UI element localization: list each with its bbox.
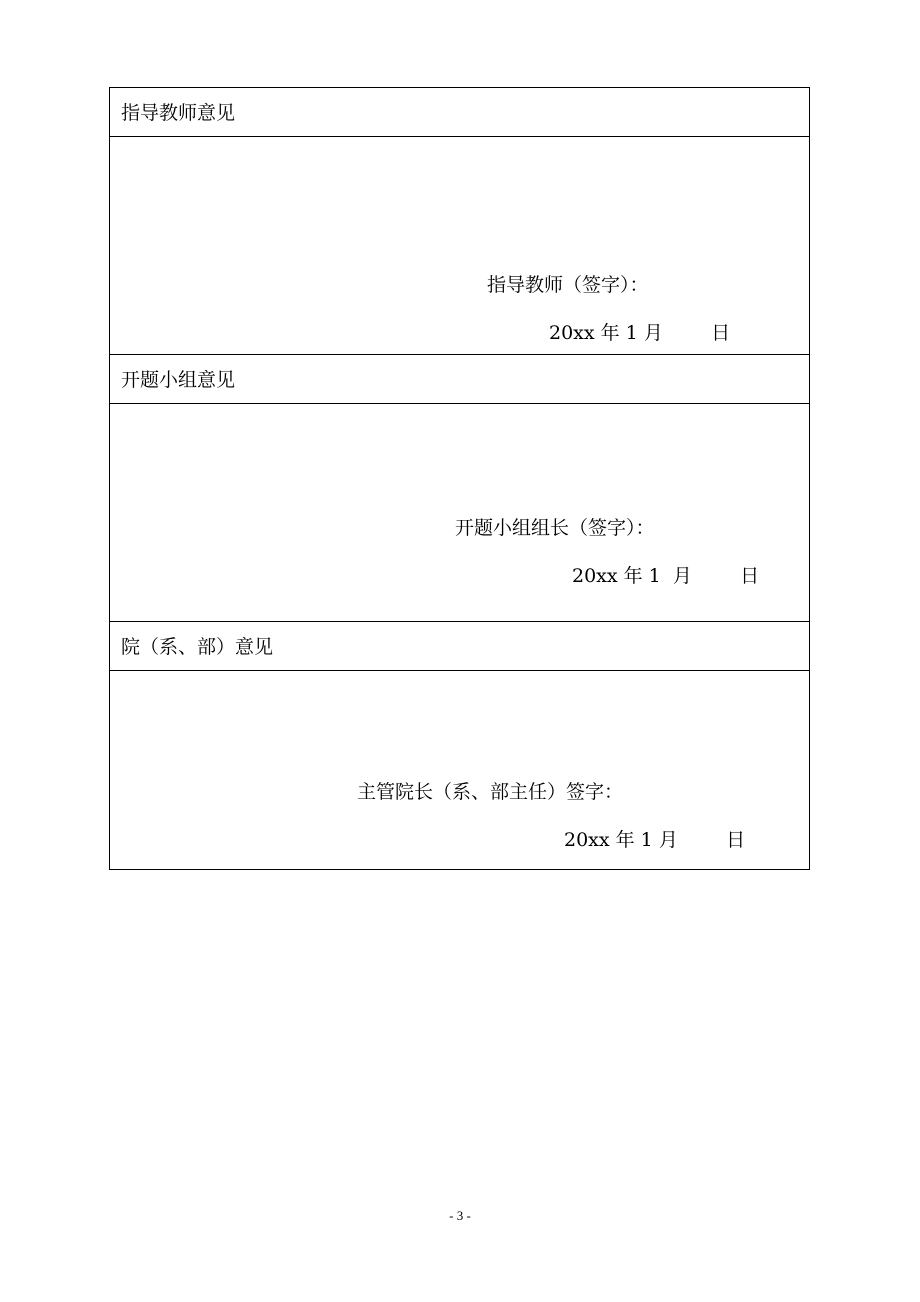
panel-opinion-title: 开题小组意见 [121,369,236,391]
dean-signature-label: 主管院长（系、部主任）签字： [357,781,624,803]
opinion-form-table [109,87,810,870]
advisor-signature-label: 指导教师（签字）： [487,274,649,296]
page-number: - 3 - [449,1208,471,1223]
panel-leader-signature-label: 开题小组组长（签字）： [455,517,655,539]
department-opinion-title: 院（系、部）意见 [121,636,274,658]
department-opinion-header [110,622,809,671]
dean-signature-date: 20xx 年 1 月 日 [564,829,746,851]
panel-opinion-body [110,404,809,622]
advisor-opinion-body [110,137,809,355]
advisor-opinion-title: 指导教师意见 [121,102,236,124]
panel-opinion-header [110,355,809,404]
department-opinion-body [110,671,809,869]
advisor-signature-date: 20xx 年 1 月 日 [549,322,731,344]
panel-signature-date: 20xx 年 1 月 日 [572,565,760,587]
advisor-opinion-header [110,88,809,137]
